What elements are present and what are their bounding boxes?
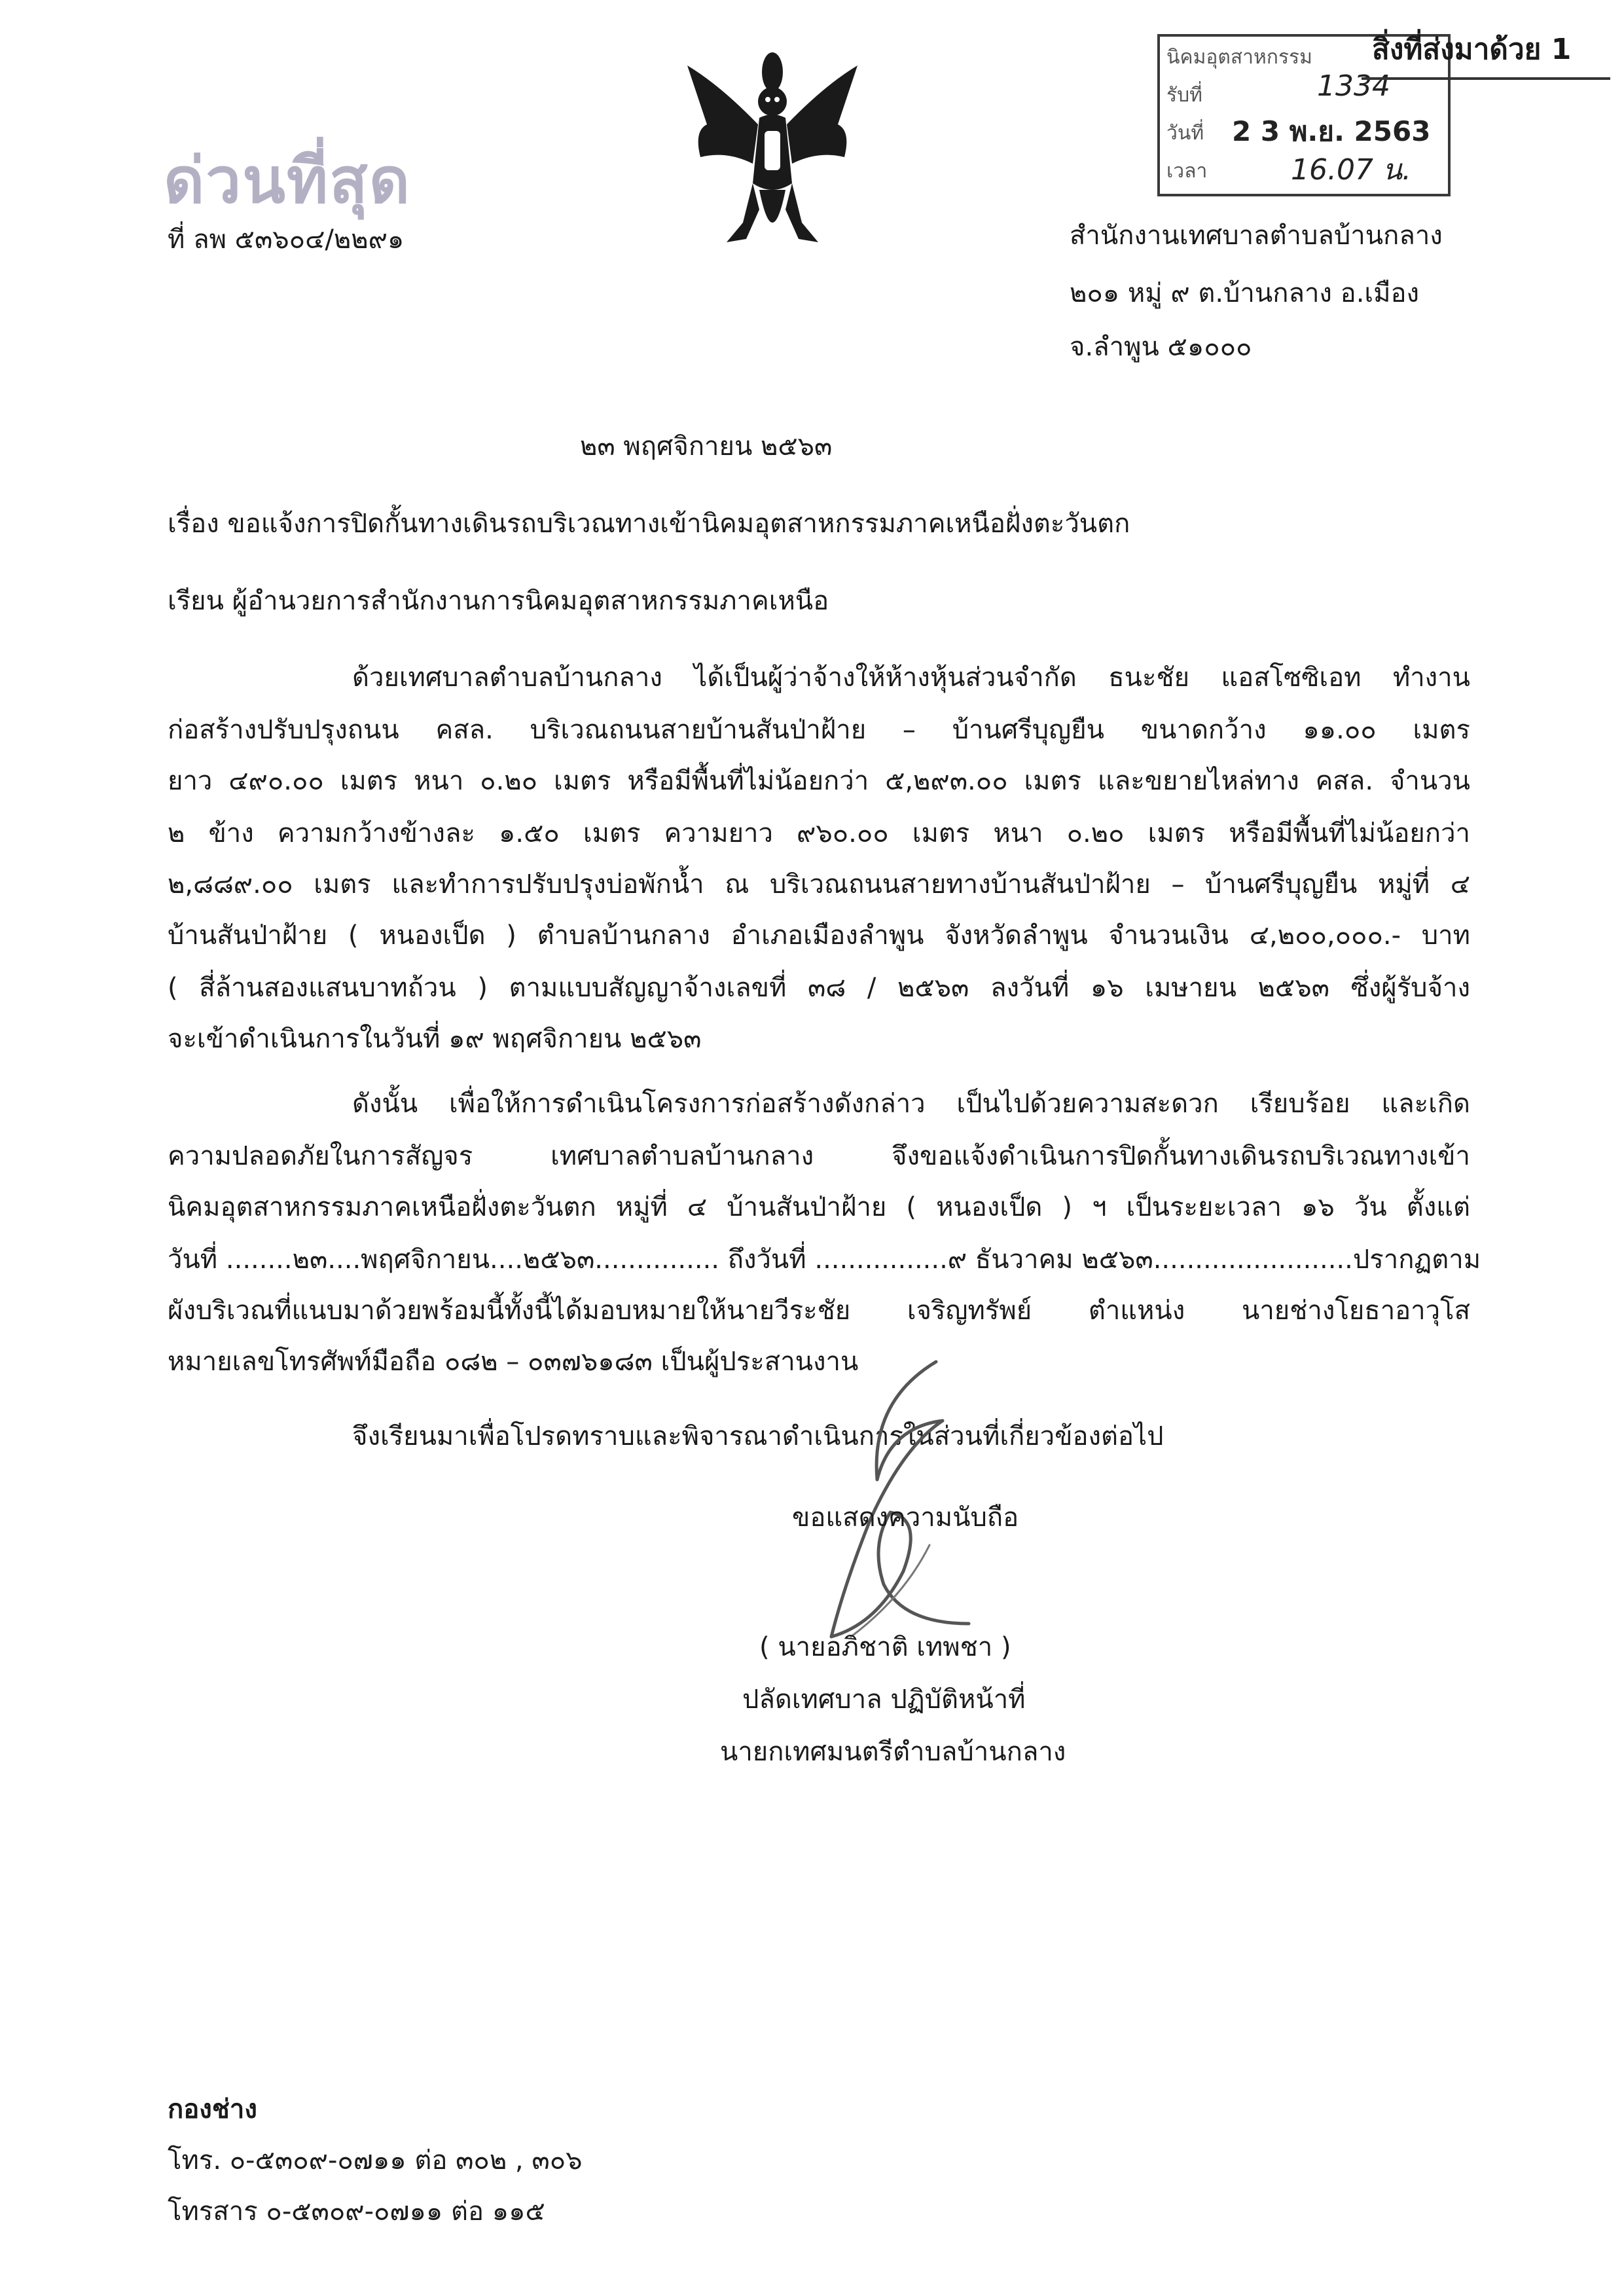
stamp-org: นิคมอุตสาหกรรม	[1166, 46, 1312, 69]
paragraph-2-line: ความปลอดภัยในการสัญจร เทศบาลตำบลบ้านกลาง จึงขอแจ้งดำเนินการปิดกั้นทางเดินรถบริเวณทางเข้า	[168, 1141, 1470, 1171]
addressee-line: เรียน ผู้อำนวยการสำนักงานการนิคมอุตสาหกรรมภาคเหนือ	[168, 586, 829, 616]
signatory-title-1: ปลัดเทศบาล ปฏิบัติหน้าที่	[742, 1685, 1026, 1715]
sender-province: จ.ลำพูน ๕๑๐๐๐	[1070, 332, 1252, 362]
paragraph-1-line: ๒,๘๘๙.๐๐ เมตร และทำการปรับปรุงบ่อพักน้ำ ณ บริเวณถนนสายทางบ้านสันป่าฝ้าย – บ้านศรีบุญยืน หมู่ที่ ๔	[168, 869, 1470, 900]
paragraph-1-line: ( สี่ล้านสองแสนบาทถ้วน ) ตามแบบสัญญาจ้างเลขที่ ๓๘ / ๒๕๖๓ ลงวันที่ ๑๖ เมษายน ๒๕๖๓ ซึ่งผู้รับจ้าง	[168, 973, 1470, 1003]
subject-line: เรื่อง ขอแจ้งการปิดกั้นทางเดินรถบริเวณทางเข้านิคมอุตสาหกรรมภาคเหนือฝั่งตะวันตก	[168, 509, 1130, 539]
paragraph-2-line: ดังนั้น เพื่อให้การดำเนินโครงการก่อสร้างดังกล่าว เป็นไปด้วยความสะดวก เรียบร้อย และเกิด	[352, 1089, 1470, 1119]
stamp-date-value: 2 3 พ.ย. 2563	[1232, 115, 1431, 147]
paragraph-2-line: ผังบริเวณที่แนบมาด้วยพร้อมนี้ทั้งนี้ได้มอบหมายให้นายวีระชัย เจริญทรัพย์ ตำแหน่ง นายช่างโยธาอาวุโส	[168, 1296, 1471, 1326]
footer-fax: โทรสาร ๐-๕๓๐๙-๐๗๑๑ ต่อ ๑๑๕	[168, 2196, 545, 2227]
sender-office: สำนักงานเทศบาลตำบลบ้านกลาง	[1070, 221, 1443, 251]
urgency-stamp: ด่วนที่สุด	[164, 144, 412, 217]
paragraph-1-line: ๒ ข้าง ความกว้างข้างละ ๑.๕๐ เมตร ความยาว ๙๖๐.๐๐ เมตร หนา ๐.๒๐ เมตร หรือมีพื้นที่ไม่น้อยกว่า	[168, 818, 1470, 848]
signatory-name: ( นายอภิชาติ เทพชา )	[759, 1632, 1011, 1662]
stamp-time-value: 16.07 น.	[1291, 153, 1412, 187]
paragraph-2-line: หมายเลขโทรศัพท์มือถือ ๐๘๒ – ๐๓๗๖๑๘๓ เป็นผู้ประสานงาน	[168, 1347, 859, 1377]
footer-department: กองช่าง	[168, 2094, 257, 2124]
paragraph-1-line: ด้วยเทศบาลตำบลบ้านกลาง ได้เป็นผู้ว่าจ้างให้ห้างหุ้นส่วนจำกัด ธนะชัย แอสโซซิเอท ทำงาน	[352, 663, 1470, 693]
stamp-time-label: เวลา	[1166, 160, 1208, 183]
garuda-emblem	[681, 46, 864, 262]
footer-phone: โทร. ๐-๕๓๐๙-๐๗๑๑ ต่อ ๓๐๒ , ๓๐๖	[168, 2145, 583, 2176]
sender-address: ๒๐๑ หมู่ ๙ ต.บ้านกลาง อ.เมือง	[1070, 278, 1420, 308]
paragraph-3: จึงเรียนมาเพื่อโปรดทราบและพิจารณาดำเนินการในส่วนที่เกี่ยวข้องต่อไป	[352, 1421, 1164, 1451]
stamp-recv-label: รับที่	[1166, 84, 1202, 107]
reference-number: ที่ ลพ ๕๓๖๐๔/๒๒๙๑	[168, 225, 405, 255]
enclosure-underline	[1362, 77, 1610, 80]
paragraph-1-line: ยาว ๔๙๐.๐๐ เมตร หนา ๐.๒๐ เมตร หรือมีพื้นที่ไม่น้อยกว่า ๕,๒๙๓.๐๐ เมตร และขยายไหล่ทาง คสล. จำนวน	[168, 766, 1470, 796]
stamp-date-label: วันที่	[1166, 122, 1204, 145]
signatory-title-2: นายกเทศมนตรีตำบลบ้านกลาง	[720, 1737, 1066, 1767]
letter-date: ๒๓ พฤศจิกายน ๒๕๖๓	[580, 431, 833, 462]
stamp-recv-number: 1334	[1317, 69, 1390, 103]
paragraph-2-line: วันที่ ........๒๓....พฤศจิกายน....๒๕๖๓............... ถึงวันที่ ................๙ ธันวาคม ๒๕๖๓........................ปรากฏตาม	[168, 1245, 1481, 1275]
paragraph-1-line: ก่อสร้างปรับปรุงถนน คสล. บริเวณถนนสายบ้านสันป่าฝ้าย – บ้านศรีบุญยืน ขนาดกว้าง ๑๑.๐๐ เมตร	[168, 715, 1470, 745]
enclosure-label: สิ่งที่ส่งมาด้วย 1	[1372, 33, 1572, 66]
paragraph-1-line: บ้านสันป่าฝ้าย ( หนองเป็ด ) ตำบลบ้านกลาง อำเภอเมืองลำพูน จังหวัดลำพูน จำนวนเงิน ๔,๒๐๐,๐๐๐.- บาท	[168, 920, 1470, 951]
paragraph-1-line: จะเข้าดำเนินการในวันที่ ๑๙ พฤศจิกายน ๒๕๖๓	[168, 1024, 702, 1054]
paragraph-2-line: นิคมอุตสาหกรรมภาคเหนือฝั่งตะวันตก หมู่ที่ ๔ บ้านสันป่าฝ้าย ( หนองเป็ด ) ฯ เป็นระยะเวลา ๑๖ วัน ตั้งแต่	[168, 1192, 1471, 1222]
closing-regards: ขอแสดงความนับถือ	[792, 1503, 1019, 1533]
